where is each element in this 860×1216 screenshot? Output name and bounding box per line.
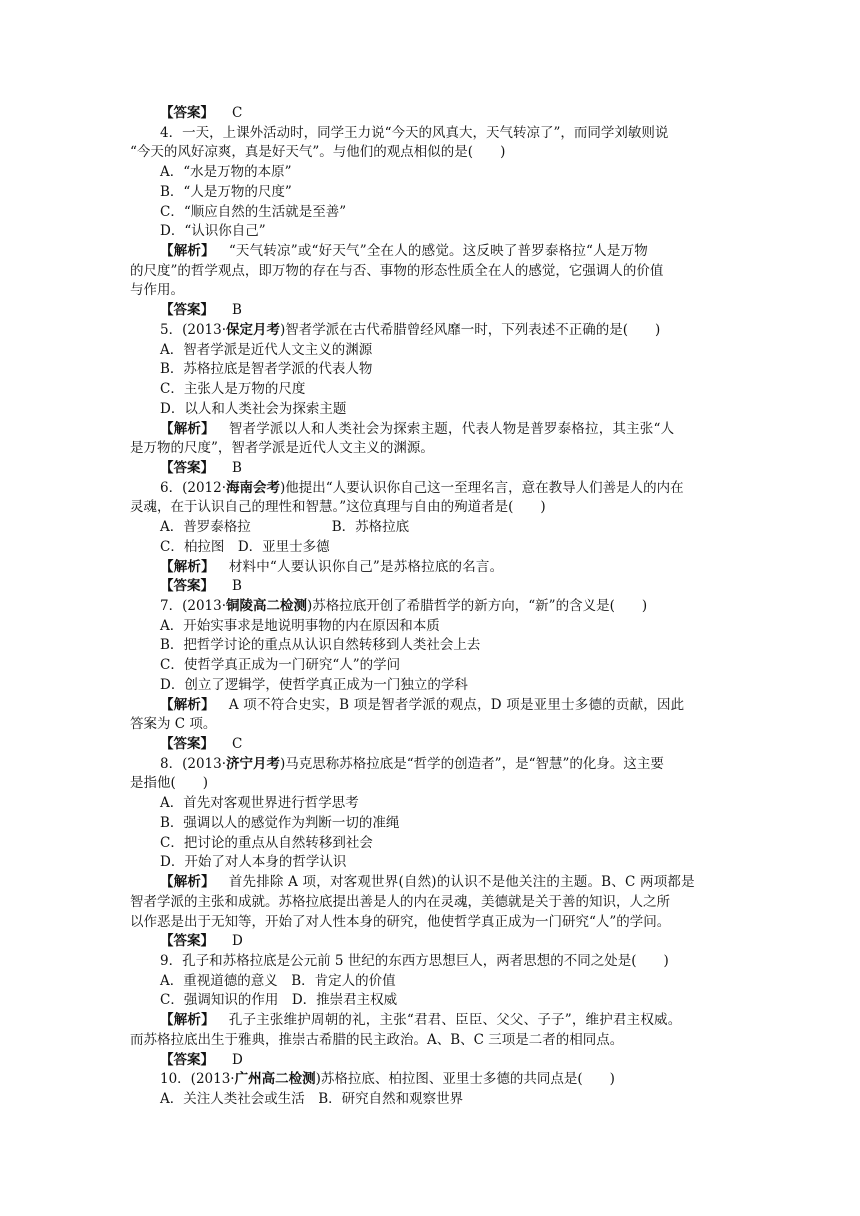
option-text: A．开始实事求是地说明事物的内在原因和本质 (160, 617, 440, 634)
question-source: 济宁月考 (226, 755, 281, 772)
option-line (160, 1090, 463, 1109)
option-text: A．首先对客观世界进行哲学思考 (160, 795, 359, 812)
answer-value: C (232, 736, 243, 753)
option-line (160, 814, 399, 833)
answer-line (160, 1051, 243, 1070)
continuation-line (130, 498, 546, 517)
option-text: A．智者学派是近代人文主义的渊源 (160, 341, 373, 358)
answer-value: B (232, 302, 242, 319)
option-line (160, 518, 409, 537)
continuation-line (130, 893, 670, 912)
continuation-line (130, 774, 208, 793)
question-text: )苏格拉底开创了希腊哲学的新方向，“新”的含义是( ) (307, 598, 648, 614)
option-text: B．把哲学讨论的重点从认识自然转移到人类社会上去 (160, 637, 481, 654)
continuation-text: 的尺度”的哲学观点，即万物的存在与否、事物的形态性质全在人的感觉，它强调人的价值 (130, 262, 664, 279)
explanation-line (160, 420, 674, 439)
option-text: D．以人和人类社会为探索主题 (160, 400, 347, 417)
question-source: 海南会考 (226, 479, 281, 496)
explanation-line (160, 1011, 681, 1030)
explanation-label: 【解析】 (160, 558, 215, 575)
option-text: C．把讨论的重点从自然转移到社会 (160, 834, 373, 851)
option-text: A．“水是万物的本原” (160, 164, 292, 181)
answer-line (160, 301, 242, 320)
question-line (160, 597, 647, 616)
explanation-label: 【解析】 (160, 696, 215, 713)
option-text: D．开始了对人本身的哲学认识 (160, 854, 347, 871)
option-line (160, 656, 400, 675)
answer-value: D (232, 933, 243, 950)
explanation-line (160, 873, 695, 892)
continuation-line (130, 143, 505, 162)
continuation-line (130, 913, 670, 932)
option-line (160, 360, 372, 379)
explanation-text: 材料中“人要认识你自己”是苏格拉底的名言。 (228, 558, 504, 575)
answer-label: 【答案】 (160, 578, 214, 595)
question-number: 10．(2013· (160, 1071, 235, 1088)
answer-value: D (232, 1051, 243, 1068)
question-line (160, 1070, 615, 1089)
option-text: B．苏格拉底是智者学派的代表人物 (160, 361, 373, 378)
question-line (160, 755, 664, 774)
answer-line (160, 735, 242, 754)
explanation-label: 【解析】 (160, 874, 215, 891)
option-line (160, 636, 480, 655)
explanation-text: 孔子主张维护周朝的礼，主张“君君、臣臣、父父、子子”，维护君主权威。 (228, 1012, 682, 1029)
question-source: 广州高二检测 (234, 1071, 316, 1088)
continuation-line (130, 715, 216, 734)
question-text: )马克思称苏格拉底是“哲学的创造者”，是“智慧”的化身。这主要 (280, 755, 664, 772)
answer-label: 【答案】 (160, 1051, 214, 1068)
question-line (160, 124, 668, 143)
explanation-text: A 项不符合史实，B 项是智者学派的观点，D 项是亚里士多德的贡献，因此 (228, 696, 685, 713)
option-line (160, 163, 292, 182)
continuation-text: 灵魂，在于认识自己的理性和智慧。”这位真理与自由的殉道者是( ) (130, 499, 546, 516)
question-number: 7．(2013· (160, 598, 227, 614)
explanation-text: 智者学派以人和人类社会为探索主题，代表人物是普罗泰格拉，其主张“人 (228, 420, 675, 437)
option-line (160, 991, 397, 1010)
answer-label: 【答案】 (160, 933, 214, 950)
option-text: B．“人是万物的尺度” (160, 183, 292, 200)
continuation-text: 答案为 C 项。 (130, 716, 217, 733)
question-text: )智者学派在古代希腊曾经风靡一时，下列表述不正确的是( ) (280, 321, 661, 338)
option-line (160, 203, 346, 222)
answer-line (160, 104, 242, 123)
answer-value: C (232, 105, 243, 121)
explanation-text: 首先排除 A 项，对客观世界(自然)的认识不是他关注的主题。B、C 两项都是 (228, 874, 695, 891)
explanation-text: “天气转凉”或“好天气”全在人的感觉。这反映了普罗泰格拉“人是万物 (228, 243, 648, 260)
continuation-text: 与作用。 (130, 282, 184, 299)
option-line (160, 222, 266, 241)
continuation-text: 而苏格拉底出生于雅典，推崇古希腊的民主政治。A、B、C 三项是二者的相同点。 (130, 1031, 624, 1048)
question-number: 5．(2013· (160, 321, 227, 338)
option-text: D．创立了逻辑学，使哲学真正成为一门独立的学科 (160, 676, 468, 693)
option-line (160, 183, 292, 202)
option-text: C．柏拉图 D．亚里士多德 (160, 538, 330, 555)
option-line (160, 380, 305, 399)
question-source: 保定月考 (226, 321, 281, 338)
question-text: )苏格拉底、柏拉图、亚里士多德的共同点是( ) (315, 1071, 615, 1088)
question-line (160, 321, 660, 340)
option-line (160, 794, 359, 813)
option-line (160, 676, 468, 695)
answer-label: 【答案】 (160, 302, 214, 319)
option-text: A．普罗泰格拉 B．苏格拉底 (160, 519, 410, 536)
option-text: A．关注人类社会或生活 B．研究自然和观察世界 (160, 1091, 464, 1107)
question-number: 6．(2012· (160, 479, 227, 496)
option-text: C．强调知识的作用 D．推崇君主权威 (160, 992, 398, 1009)
option-line (160, 400, 346, 419)
option-text: C．“顺应自然的生活就是至善” (160, 203, 347, 220)
continuation-line (130, 262, 663, 281)
explanation-line (160, 558, 503, 577)
explanation-line (160, 242, 648, 261)
option-text: B．强调以人的感觉作为判断一切的准绳 (160, 814, 400, 831)
continuation-text: 以作恶是出于无知等，开始了对人性本身的研究，他使哲学真正成为一门研究“人”的学问。 (130, 913, 671, 930)
answer-line (160, 459, 242, 478)
answer-line (160, 932, 243, 951)
answer-label: 【答案】 (160, 459, 214, 476)
option-text: D．“认识你自己” (160, 223, 266, 240)
option-line (160, 617, 440, 636)
option-text: C．主张人是万物的尺度 (160, 381, 306, 398)
explanation-label: 【解析】 (160, 243, 215, 260)
option-text: C．使哲学真正成为一门研究“人”的学问 (160, 657, 401, 674)
continuation-line (130, 1031, 623, 1050)
continuation-text: 是指他( ) (130, 775, 209, 792)
continuation-text: “今天的风好凉爽，真是好天气”。与他们的观点相似的是( ) (130, 144, 506, 161)
question-line (160, 952, 669, 971)
option-line (160, 972, 396, 991)
option-line (160, 538, 330, 557)
question-text: )他提出“人要认识你自己这一至理名言，意在教导人们善是人的内在 (280, 479, 684, 496)
question-text: 9．孔子和苏格拉底是公元前 5 世纪的东西方思想巨人，两者思想的不同之处是( ) (160, 952, 669, 969)
option-line (160, 834, 373, 853)
answer-label: 【答案】 (160, 105, 214, 121)
question-number: 8．(2013· (160, 755, 227, 772)
option-text: A．重视道德的意义 B．肯定人的价值 (160, 972, 396, 989)
answer-label: 【答案】 (160, 736, 214, 753)
question-source: 铜陵高二检测 (226, 598, 308, 614)
continuation-line (130, 281, 184, 300)
explanation-line (160, 696, 684, 715)
continuation-text: 智者学派的主张和成就。苏格拉底提出善是人的内在灵魂，美德就是关于善的知识，人之所 (130, 893, 670, 910)
continuation-text: 是万物的尺度”，智者学派是近代人文主义的渊源。 (130, 440, 434, 457)
explanation-label: 【解析】 (160, 1012, 215, 1029)
answer-value: B (232, 578, 242, 595)
explanation-label: 【解析】 (160, 420, 215, 437)
answer-line (160, 577, 242, 596)
continuation-line (130, 439, 434, 458)
answer-value: B (232, 459, 242, 476)
question-line (160, 479, 684, 498)
option-line (160, 853, 346, 872)
option-line (160, 341, 372, 360)
question-text: 4．一天，上课外活动时，同学王力说“今天的风真大，天气转凉了”，而同学刘敏则说 (160, 124, 669, 141)
